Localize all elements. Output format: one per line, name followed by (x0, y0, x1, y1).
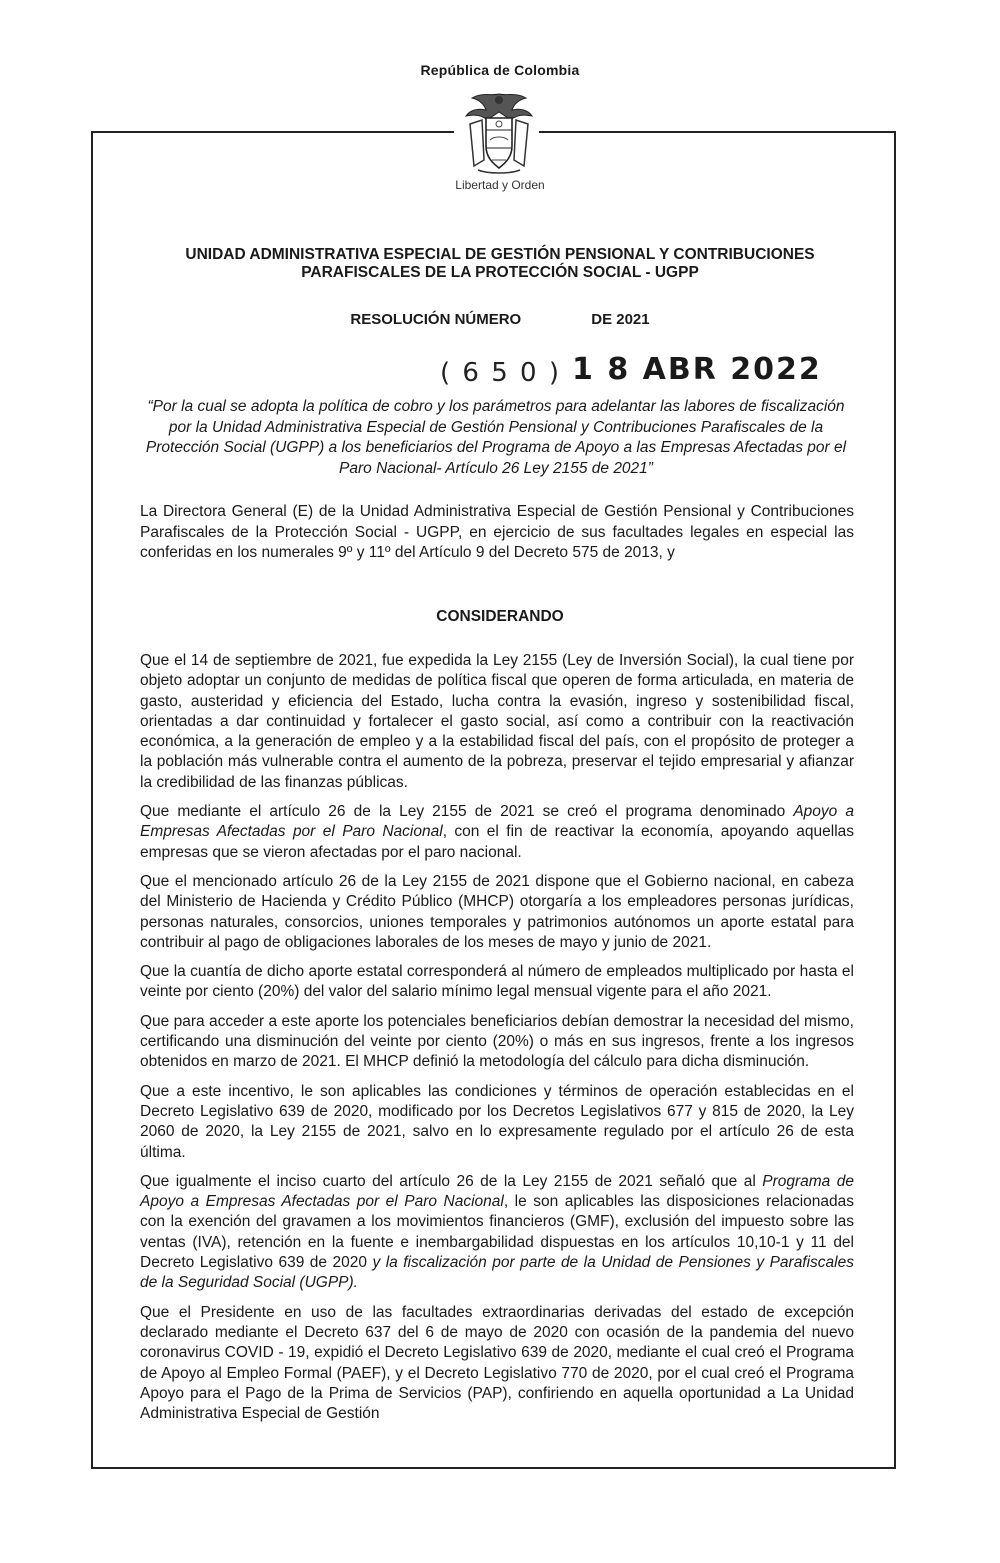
paragraph-7-italic-1: Programa de Apoyo a Empresas Afectadas por el Paro Nacional (140, 1172, 854, 1211)
resolution-label: RESOLUCIÓN NÚMERO (350, 311, 522, 328)
entity-line-1: UNIDAD ADMINISTRATIVA ESPECIAL DE GESTIÓN PENSIONAL Y CONTRIBUCIONES (185, 246, 815, 263)
resolution-heading (0, 311, 1000, 328)
paragraph-7 (140, 1172, 854, 1294)
paragraph-6: Que a este incentivo, le son aplicables las condiciones y términos de operación establecidas en el Decreto Legislativo 639 de 2020, modificado por los Decretos Legislativos 677 y 815 de 2020, la Ley 2060 de 2020, la Ley 2155 de 2021, salvo en lo expresamente regulado por el artículo 26 de esta última. (140, 1082, 854, 1161)
paragraph-2-italic: Apoyo a Empresas Afectadas por el Paro Nacional (140, 803, 854, 841)
paragraph-7-text-b: , le son aplicables las disposiciones relacionadas con la exención del gravamen a los movimientos financieros (GMF), exclusión del impuesto sobre las ventas (IVA), retención en la fuente e inembargabilidad dispuestas en los artículos 10,10-1 y 11 del Decreto Legislativo 639 de 2020 (140, 1193, 854, 1272)
motto-text: Libertad y Orden (455, 178, 545, 192)
resolution-year: DE 2021 (591, 311, 650, 328)
paragraph-8: Que el Presidente en uso de las facultades extraordinarias derivadas del estado de excepción declarado mediante el Decreto 637 del 6 de mayo de 2020 con ocasión de la pandemia del nuevo coronavirus COVID - 19, expidió el Decreto Legislativo 639 de 2020, mediante el cual creó el Programa de Apoyo al Empleo Formal (PAEF), y el Decreto Legislativo 770 de 2020, por el cual creó el Programa Apoyo para el Pago de la Prima de Servicios (PAP), confiriendo en aquella oportunidad a La Unidad Administrativa Especial de Gestión (140, 1303, 854, 1423)
resolution-number: ( 6 5 0 ) (440, 358, 561, 388)
country-heading: República de Colombia (420, 62, 580, 78)
paragraph-7-italic-2: y la fiscalización por parte de la Unidad de Pensiones y Parafiscales de la Seguridad Social (UGPP). (140, 1254, 854, 1292)
paragraph-5: Que para acceder a este aporte los potenciales beneficiarios debían demostrar la necesidad del mismo, certificando una disminución del veinte por ciento (20%) o más en sus ingresos, frente a los ingresos obtenidos en marzo de 2021. El MHCP definió la metodología del cálculo para dicha disminución. (140, 1012, 854, 1071)
considering-heading: CONSIDERANDO (436, 608, 564, 625)
entity-name (140, 246, 860, 282)
paragraph-3: Que el mencionado artículo 26 de la Ley 2155 de 2021 dispone que el Gobierno nacional, en cabeza del Ministerio de Hacienda y Crédito Público (MHCP) otorgaría a los empleadores personas jurídicas, personas naturales, consorcios, uniones temporales y patrimonios autónomos un aporte estatal para contribuir al pago de obligaciones laborales de los meses de mayo y junio de 2021. (140, 872, 854, 951)
paragraph-7-text-a: Que igualmente el inciso cuarto del artículo 26 de la Ley 2155 de 2021 señaló que al (140, 1172, 763, 1190)
entity-line-2: PARAFISCALES DE LA PROTECCIÓN SOCIAL - UGPP (301, 264, 699, 281)
intro-paragraph: La Directora General (E) de la Unidad Administrativa Especial de Gestión Pensional y Contribuciones Parafiscales de la Protección Social - UGPP, en ejercicio de sus facultades legales en especial las conferidas en los numerales 9º y 11º del Artículo 9 del Decreto 575 de 2013, y (140, 503, 854, 561)
resolution-date: 1 8 ABR 2022 (572, 352, 822, 387)
paragraph-4: Que la cuantía de dicho aporte estatal corresponderá al número de empleados multiplicado por hasta el veinte por ciento (20%) del valor del salario mínimo legal mensual vigente para el año 2021. (140, 963, 854, 1001)
paragraph-2-text-a: Que mediante el artículo 26 de la Ley 2155 de 2021 se creó el programa denominado (140, 803, 794, 821)
paragraph-1: Que el 14 de septiembre de 2021, fue expedida la Ley 2155 (Ley de Inversión Social), la cual tiene por objeto adoptar un conjunto de medidas de política fiscal que operen de forma articulada, en materia de gasto, austeridad y eficiencia del Estado, lucha contra la evasión, ingreso y sostenibilidad fiscal, orientadas a dar continuidad y fortalecer el gasto social, así como a contribuir con la reactivación económica, a la generación de empleo y a la estabilidad fiscal del país, con el propósito de proteger a la población más vulnerable contra el aumento de la pobreza, preservar el tejido empresarial y afianzar la credibilidad de las finanzas públicas. (140, 652, 854, 791)
paragraph-2 (140, 802, 854, 863)
resolution-subject: “Por la cual se adopta la política de cobro y los parámetros para adelantar las labores de fiscalización por la Unidad Administrativa Especial de Gestión Pensional y Contribuciones Parafiscales de la Protección Social (UGPP) a los beneficiarios del Programa de Apoyo a las Empresas Afectadas por el Paro Nacional- Artículo 26 Ley 2155 de 2021” (145, 398, 847, 477)
considering-body (140, 651, 854, 1433)
coat-of-arms-icon (456, 90, 542, 176)
paragraph-2-text-b: , con el fin de reactivar la economía, apoyando aquellas empresas que se vieron afectadas por el paro nacional. (140, 823, 855, 861)
